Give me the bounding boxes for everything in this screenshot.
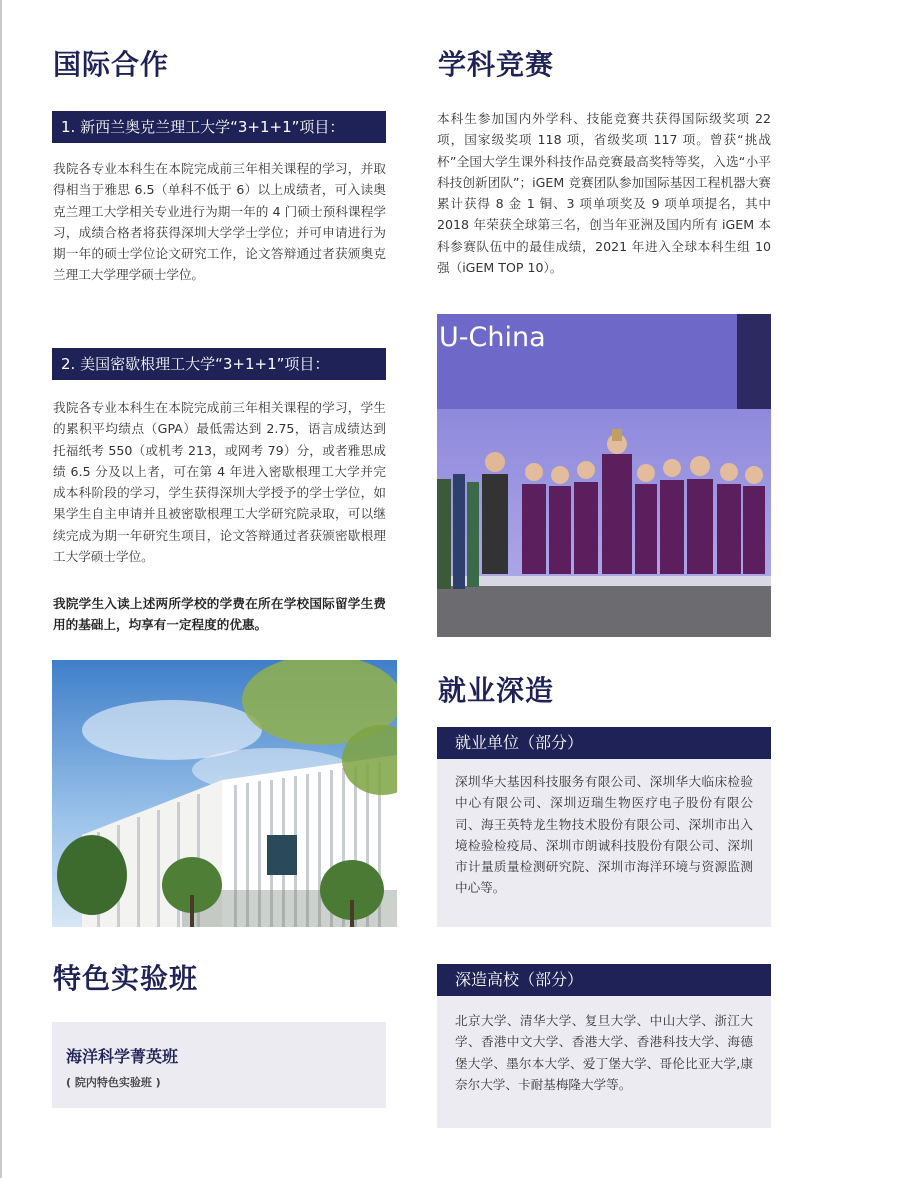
igem-team-photo xyxy=(437,314,771,637)
program-1-heading: 1. 新西兰奥克兰理工大学“3+1+1”项目： xyxy=(52,111,386,143)
schools-heading: 深造高校（部分） xyxy=(437,964,771,996)
page-edge xyxy=(0,0,2,1178)
stage-sign-text: U-China xyxy=(439,322,546,353)
employers-panel xyxy=(437,759,771,927)
program-2-heading: 2. 美国密歇根理工大学“3+1+1”项目： xyxy=(52,348,386,380)
special-class-name: 海洋科学菁英班 xyxy=(66,1047,179,1066)
special-class-note: ( 院内特色实验班 ) xyxy=(66,1076,161,1089)
contest-title: 学科竞赛 xyxy=(438,48,555,81)
campus-building-photo xyxy=(52,660,397,927)
contest-body: 本科生参加国内外学科、技能竞赛共获得国际级奖项 22 项，国家级奖项 118 项，省级奖项 117 项。曾获“挑战杯”全国大学生课外科技作品竞赛最高奖特等奖，入选“小平科技创新团队”；iGEM 竞赛团队参加国际基因工程机器大赛累计获得 8 金 1 铜、3 项单项奖及 9 项单项提名，其中 2018 年荣获全球第三名，创当年亚洲及国内所有 iGEM 本科参赛队伍中的最佳成绩，2021 年进入全球本科生组 10 强（iGEM TOP 10）。 xyxy=(437,111,771,276)
program-2-body: 我院各专业本科生在本院完成前三年相关课程的学习，学生的累积平均绩点（GPA）最低需达到 2.75，语言成绩达到托福纸考 550（或机考 213，或网考 79）分，或者雅思成绩 6.5 分及以上者，可在第 4 年进入密歇根理工大学并完成本科阶段的学习，学生获得深圳大学授予的学士学位，如果学生自主申请并且被密歇根理工大学研究院录取，可以继续完成为期一年研究生项目，论文答辩通过者获颁密歇根理工大学硕士学位。 xyxy=(53,400,386,565)
career-title: 就业深造 xyxy=(438,674,555,707)
program-1-body: 我院各专业本科生在本院完成前三年相关课程的学习，并取得相当于雅思 6.5（单科不低于 6）以上成绩者，可入读奥克兰理工大学相关专业进行为期一年的 4 门硕士预科课程学习，成绩合格者将获得深圳大学学士学位；并可申请进行为期一年的硕士学位论文研究工作，论文答辩通过者获颁奥克兰理工大学理学硕士学位。 xyxy=(53,161,386,283)
tuition-note: 我院学生入读上述两所学校的学费在所在学校国际留学生费用的基础上，均享有一定程度的优惠。 xyxy=(53,596,386,633)
intl-title: 国际合作 xyxy=(53,48,170,81)
employers-heading: 就业单位（部分） xyxy=(437,727,771,759)
special-class-panel xyxy=(52,1022,386,1108)
schools-body: 北京大学、清华大学、复旦大学、中山大学、浙江大学、香港中文大学、香港大学、香港科技大学、海德堡大学、墨尔本大学、爱丁堡大学、哥伦比亚大学,康奈尔大学、卡耐基梅隆大学等。 xyxy=(455,1013,753,1092)
employers-body: 深圳华大基因科技服务有限公司、深圳华大临床检验中心有限公司、深圳迈瑞生物医疗电子股份有限公司、海王英特龙生物技术股份有限公司、深圳市出入境检验检疫局、深圳市朗诚科技股份有限公司、深圳市计量质量检测研究院、深圳市海洋环境与资源监测中心等。 xyxy=(455,774,753,896)
special-class-title: 特色实验班 xyxy=(53,962,199,995)
schools-panel xyxy=(437,996,771,1128)
